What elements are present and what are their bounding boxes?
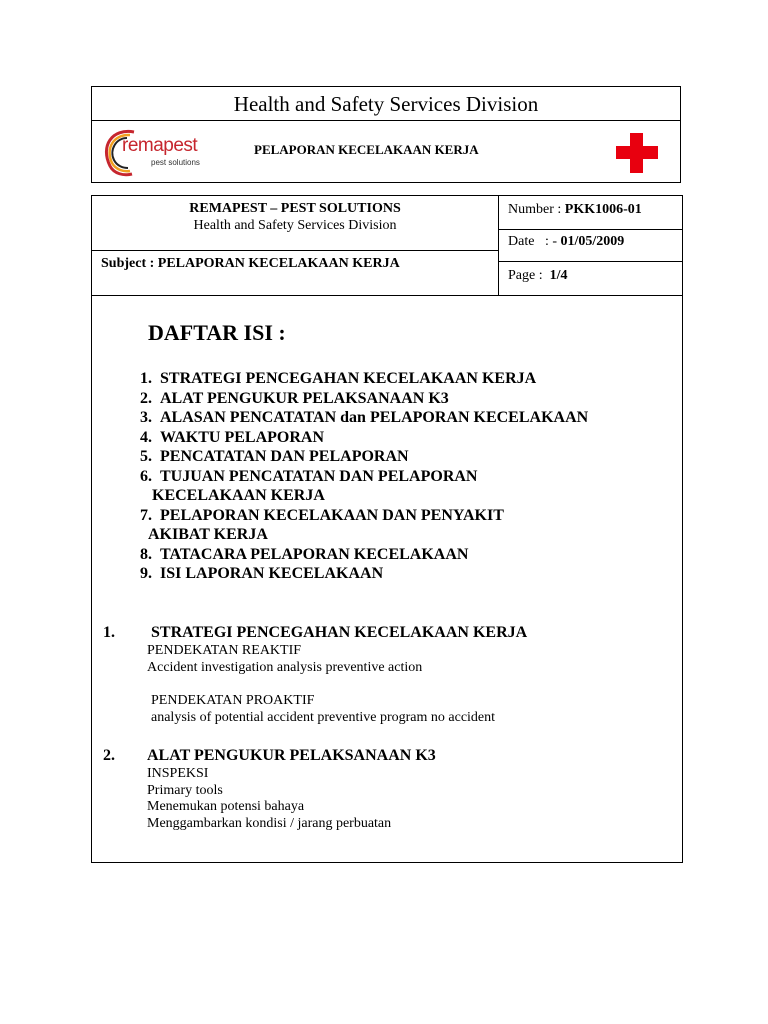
toc-title: DAFTAR ISI : xyxy=(148,320,286,345)
header-title: Health and Safety Services Division xyxy=(92,87,680,121)
list-item: 5. PENCATATAN DAN PELAPORAN xyxy=(140,448,409,465)
doc-page xyxy=(508,268,568,284)
list-item-continued: KECELAKAAN KERJA xyxy=(152,487,325,504)
section-1-reaktif-text: Accident investigation analysis preventive action xyxy=(147,660,423,675)
document-body: REMAPEST – PEST SOLUTIONS Health and Safety Services Division Subject : PELAPORAN KECELAKAAN KERJA Number : PKK1006-01 Date : - 01/05/2009 Page : 1/4 DAFTAR ISI : 1. STRATEGI PENCEGAHAN KECELAKAAN KERJA 2. ALAT PENGUKUR PELAKSANAAN K3 3. ALASAN PENCATATAN dan PELAPORAN KECELAKAAN 4. WAKTU PELAPORAN 5. PENCATATAN DAN PELAPORAN 6. TUJUAN PENCATATAN DAN PELAPORAN KECELAKAAN KERJA 7. PELAPORAN KECELAKAAN DAN PENYAKIT AKIBAT KERJA 8. TATACARA PELAPORAN KECELAKAAN 9. ISI LAPORAN KECELAKAAN 1. STRATEGI PENCEGAHAN KECELAKAAN KERJA PENDEKATAN REAKTIF Accident investigation analysis preventive action PENDEKATAN PROAKTIF analysis of potential accident preventive program no accident 2. ALAT PENGUKUR PELAKSANAAN K3 INSPEKSI Primary tools Menemukan potensi bahaya Menggambarkan kondisi / jarang perbuatan xyxy=(91,195,683,863)
section-2-line: Primary tools xyxy=(147,783,223,798)
table-of-contents xyxy=(128,369,588,584)
list-item: 4. WAKTU PELAPORAN xyxy=(140,428,325,446)
date-label: Date xyxy=(508,234,535,249)
date-value: 01/05/2009 xyxy=(560,234,625,249)
list-item: 3. ALASAN PENCATATAN dan PELAPORAN KECELAKAAN xyxy=(140,409,589,426)
doc-number xyxy=(508,202,642,218)
date-sep: : - xyxy=(544,234,557,249)
subject-line xyxy=(101,256,400,272)
remapest-logo xyxy=(100,126,210,178)
list-item: 1. STRATEGI PENCEGAHAN KECELAKAAN KERJA xyxy=(140,370,537,387)
division-name: Health and Safety Services Division xyxy=(193,218,397,233)
section-2-line: Menemukan potensi bahaya xyxy=(147,799,305,814)
logo-tagline: pest solutions xyxy=(151,158,200,167)
section-1-proaktif-title: PENDEKATAN PROAKTIF xyxy=(151,693,315,708)
logo-wordmark: remapest xyxy=(122,135,198,156)
doc-date xyxy=(508,234,624,250)
section-2-line: Menggambarkan kondisi / jarang perbuatan xyxy=(147,816,392,831)
page-value: 1/4 xyxy=(549,268,568,283)
red-cross-icon xyxy=(616,133,658,173)
list-item: 7. PELAPORAN KECELAKAAN DAN PENYAKIT xyxy=(140,506,504,524)
header-subtitle: PELAPORAN KECELAKAAN KERJA xyxy=(254,142,479,157)
company-name: REMAPEST – PEST SOLUTIONS xyxy=(189,201,401,216)
subject-label: Subject : xyxy=(101,256,155,271)
number-value: PKK1006-01 xyxy=(564,202,642,217)
section-2-line: INSPEKSI xyxy=(147,766,209,781)
page-label: Page : xyxy=(508,268,543,283)
list-item: 8. TATACARA PELAPORAN KECELAKAAN xyxy=(140,545,469,563)
subject-value: PELAPORAN KECELAKAAN KERJA xyxy=(157,256,400,271)
section-1-proaktif-text: analysis of potential accident preventive program no accident xyxy=(151,710,496,725)
list-item: 9. ISI LAPORAN KECELAKAAN xyxy=(140,565,384,582)
list-item-continued: AKIBAT KERJA xyxy=(148,526,268,543)
list-item: 6. TUJUAN PENCATATAN DAN PELAPORAN xyxy=(140,467,478,485)
number-label: Number : xyxy=(508,202,562,217)
list-item: 2. ALAT PENGUKUR PELAKSANAAN K3 xyxy=(140,389,449,407)
section-1-reaktif-title: PENDEKATAN REAKTIF xyxy=(147,643,302,658)
document-header xyxy=(91,86,681,183)
